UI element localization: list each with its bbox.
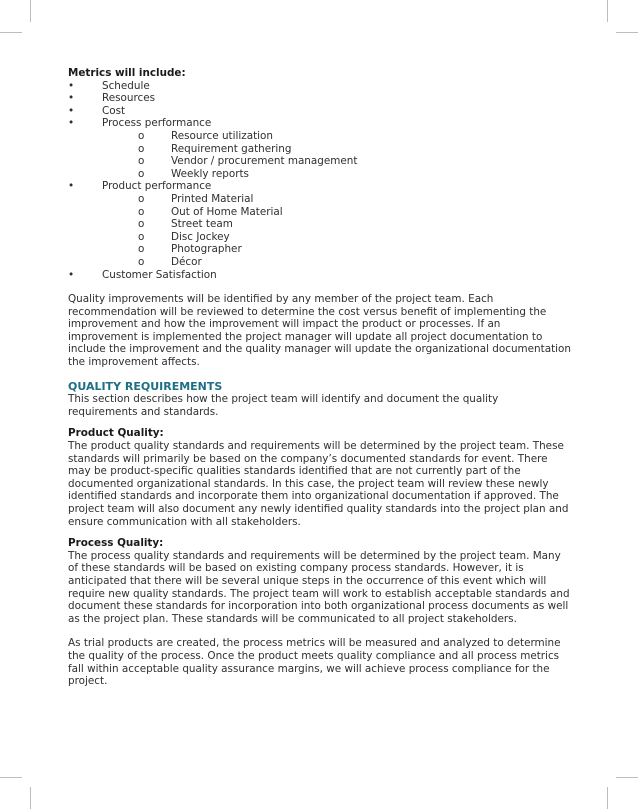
sub-list-item	[68, 231, 571, 244]
metrics-list	[68, 80, 571, 282]
process-quality-body: The process quality standards and requirements will be determined by the project team. Many of these standards will be based on existing company process standards. However, it is anticipated that there will be several unique steps in the occurrence of this event which will require new quality standards. The project team will work to establish acceptable standards and document these standards for incorporation into both organizational process documents as well as the project plan. These standards will be communicated to all project stakeholders.	[68, 549, 570, 625]
sub-list-item	[68, 168, 571, 181]
bullet-icon: •	[68, 104, 75, 117]
crop-mark	[0, 777, 22, 778]
sub-list-item-label: Weekly reports	[171, 167, 249, 180]
document-page	[68, 67, 571, 688]
list-item	[68, 269, 571, 282]
list-item-label: Product performance	[102, 180, 212, 193]
sub-list-item	[68, 143, 571, 156]
crop-mark	[30, 0, 31, 22]
sub-list-item-label: Décor	[171, 255, 202, 268]
sub-list-item	[68, 256, 571, 269]
list-item	[68, 92, 571, 105]
crop-mark	[0, 32, 22, 33]
bullet-icon: •	[68, 92, 75, 105]
sub-bullet-icon: o	[138, 205, 145, 218]
sub-bullet-icon: o	[138, 142, 145, 155]
sub-bullet-icon: o	[138, 218, 145, 231]
list-item-label: Customer Satisfaction	[102, 268, 217, 281]
bullet-icon: •	[68, 117, 75, 130]
sub-list-item	[68, 155, 571, 168]
sub-list-item	[68, 218, 571, 231]
improvements-paragraph: Quality improvements will be identified by any member of the project team. Each recommendation will be reviewed to determine the cost versus benefit of implementing the improvement and how the improvement will impact the product or processes. If an improvement is implemented the project manager will update all project documentation to include the improvement and the quality manager will update the organizational documentation the improvement affects.	[68, 293, 571, 369]
bullet-row	[68, 180, 571, 193]
crop-mark	[30, 787, 31, 809]
spacer	[68, 625, 571, 637]
sub-bullet-icon: o	[138, 129, 145, 142]
sub-list-item-label: Out of Home Material	[171, 205, 283, 218]
sub-list-item-label: Disc Jockey	[171, 230, 230, 243]
sub-list-item	[68, 193, 571, 206]
sub-list-item-label: Vendor / procurement management	[171, 155, 358, 168]
sub-bullet-icon: o	[138, 243, 145, 256]
product-quality-heading: Product Quality:	[68, 427, 164, 440]
sub-list-item	[68, 130, 571, 143]
bullet-row	[68, 80, 571, 93]
sub-bullet-icon: o	[138, 192, 145, 205]
bullet-row	[68, 117, 571, 130]
sub-bullet-icon: o	[138, 255, 145, 268]
list-item	[68, 117, 571, 180]
list-item	[68, 80, 571, 93]
sub-bullet-icon: o	[138, 230, 145, 243]
bullet-row	[68, 269, 571, 282]
sub-list-item-label: Printed Material	[171, 192, 254, 205]
crop-mark	[616, 32, 638, 33]
list-item	[68, 180, 571, 268]
sub-bullet-icon: o	[138, 155, 145, 168]
spacer	[68, 369, 571, 381]
closing-paragraph: As trial products are created, the process metrics will be measured and analyzed to determine the quality of the process. Once the product meets quality compliance and all process metrics fall within acceptable quality assurance margins, we will achieve process compliance for the project.	[68, 637, 561, 688]
list-item-label: Process performance	[102, 117, 212, 130]
sub-list-item-label: Street team	[171, 218, 233, 231]
section-title: QUALITY REQUIREMENTS	[68, 379, 223, 393]
spacer	[68, 418, 571, 427]
sub-list-item	[68, 206, 571, 219]
sub-bullet-icon: o	[138, 167, 145, 180]
sub-list-item-label: Requirement gathering	[171, 142, 292, 155]
section-intro: This section describes how the project team will identify and document the quality requirements and standards.	[68, 393, 499, 418]
bullet-row	[68, 105, 571, 118]
sub-list-item-label: Resource utilization	[171, 129, 273, 142]
product-quality-body: The product quality standards and requirements will be determined by the project team. These standards will primarily be based on the company’s documented standards for event. There may be product-specific qualities standards identified that are not currently part of the documented organizational standards. In this case, the project team will review these newly identified standards and incorporate them into organizational documentation if approved. The project team will also document any newly identified quality standards into the project plan and ensure communication with all stakeholders.	[68, 440, 569, 528]
bullet-row	[68, 92, 571, 105]
list-item	[68, 105, 571, 118]
list-item-label: Resources	[102, 92, 156, 105]
metrics-heading: Metrics will include:	[68, 67, 186, 79]
process-quality-heading: Process Quality:	[68, 537, 164, 550]
sub-list-item	[68, 243, 571, 256]
crop-mark	[607, 787, 608, 809]
spacer	[68, 528, 571, 537]
bullet-icon: •	[68, 79, 75, 92]
sub-list-item-label: Photographer	[171, 243, 242, 256]
crop-mark	[607, 0, 608, 22]
bullet-icon: •	[68, 268, 75, 281]
list-item-label: Cost	[102, 104, 126, 117]
list-item-label: Schedule	[102, 79, 150, 92]
bullet-icon: •	[68, 180, 75, 193]
crop-mark	[616, 777, 638, 778]
spacer	[68, 281, 571, 293]
